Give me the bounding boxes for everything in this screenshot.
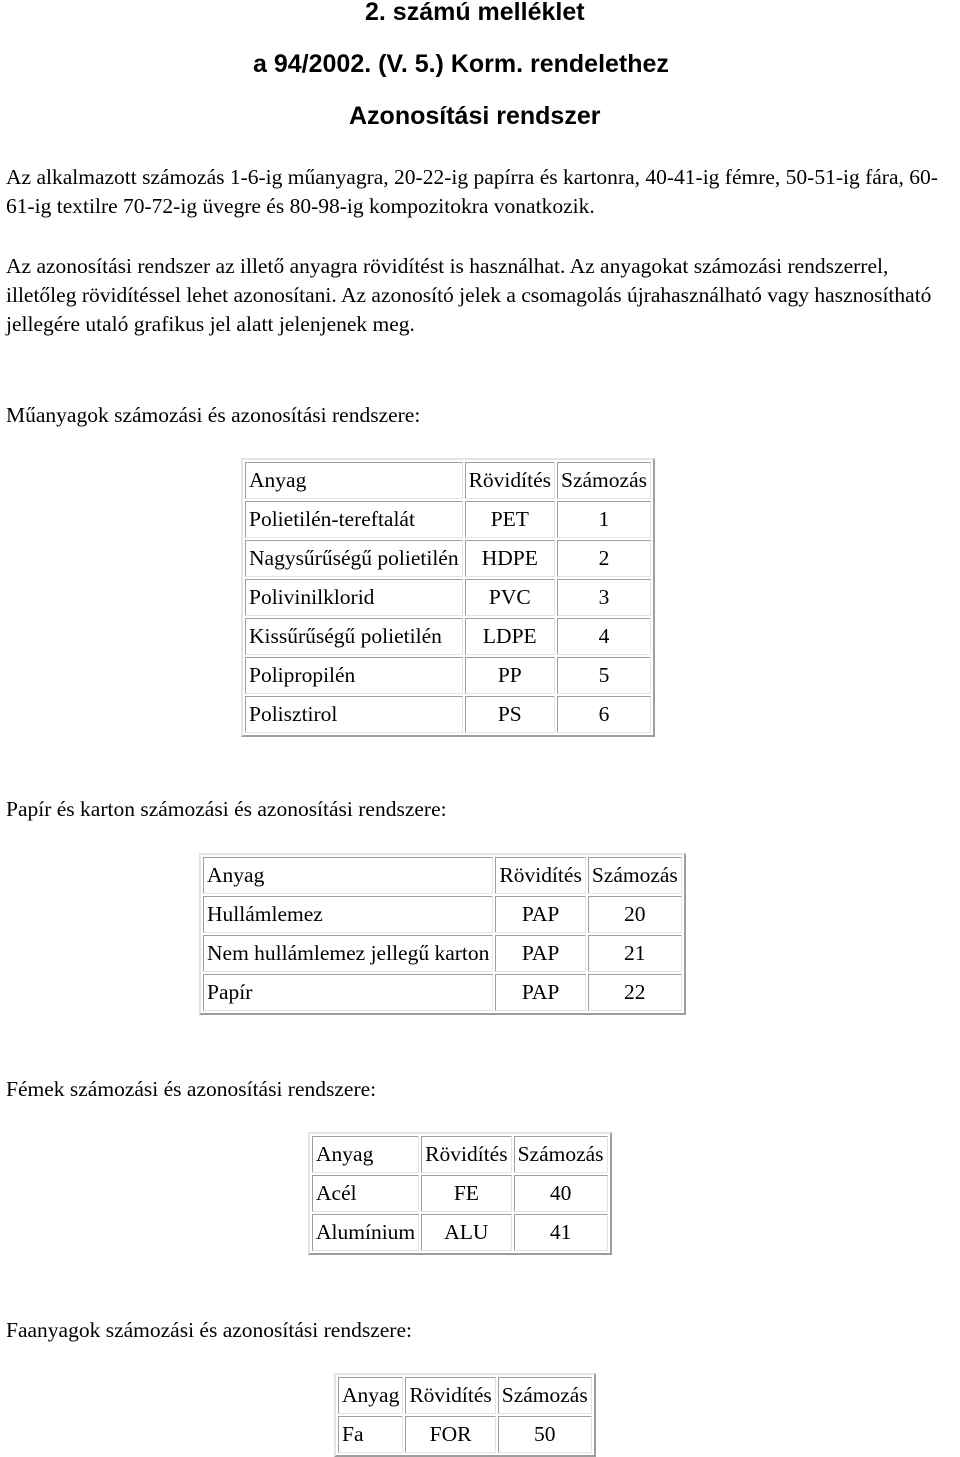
metals-caption: Fémek számozási és azonosítási rendszere:: [6, 1077, 377, 1101]
intro-paragraph: Az alkalmazott számozás 1-6-ig műanyagra, 20-22-ig papírra és kartonra, 40-41-ig fémre, 50-51-ig fára, 60-61-ig textilre 70-72-ig üvegre és 80-98-ig kompozitokra vonatkozik.: [6, 165, 938, 218]
abbreviation-cell: PP: [465, 657, 555, 694]
table-row: [245, 657, 651, 694]
abbreviation-cell: PVC: [465, 579, 555, 616]
identification-paragraph: Az azonosítási rendszer az illető anyagra rövidítést is használhat. Az anyagokat számozási rendszerrel, illetőleg rövidítéssel lehet azonosítani. Az azonosító jelek a csomagolás újrahasználható vagy hasznosítható jellegére utaló grafikus jel alatt jelenjenek meg.: [6, 254, 932, 336]
header-cell: Rövidítés: [405, 1377, 495, 1414]
header-cell: Rövidítés: [465, 462, 555, 499]
number-cell: 1: [557, 501, 651, 538]
page-title: Azonosítási rendszer: [349, 102, 601, 130]
table-row: [245, 579, 651, 616]
header-cell: Számozás: [498, 1377, 592, 1414]
abbreviation-cell: LDPE: [465, 618, 555, 655]
header-cell: Rövidítés: [495, 857, 585, 894]
header-cell: Anyag: [203, 857, 493, 894]
material-cell: Fa: [338, 1416, 403, 1453]
abbreviation-cell: PS: [465, 696, 555, 733]
table-row: [338, 1416, 592, 1453]
table-row: [203, 935, 682, 972]
material-cell: Hullámlemez: [203, 896, 493, 933]
table-row: [245, 696, 651, 733]
material-cell: Polipropilén: [245, 657, 463, 694]
material-cell: Polivinilklorid: [245, 579, 463, 616]
header-cell: Anyag: [312, 1136, 419, 1173]
number-cell: 20: [588, 896, 682, 933]
table-row: [245, 618, 651, 655]
header-cell: Számozás: [557, 462, 651, 499]
material-cell: Kissűrűségű polietilén: [245, 618, 463, 655]
header-cell: Számozás: [588, 857, 682, 894]
material-cell: Acél: [312, 1175, 419, 1212]
header-cell: Anyag: [338, 1377, 403, 1414]
table-row: [312, 1214, 608, 1251]
abbreviation-cell: FOR: [405, 1416, 495, 1453]
wood-caption: Faanyagok számozási és azonosítási rendszere:: [6, 1318, 412, 1342]
table-header-row: [312, 1136, 608, 1173]
number-cell: 3: [557, 579, 651, 616]
material-cell: Papír: [203, 974, 493, 1011]
number-cell: 21: [588, 935, 682, 972]
plastics-table: [241, 458, 655, 737]
paper-table: [199, 853, 686, 1015]
abbreviation-cell: ALU: [421, 1214, 511, 1251]
header-cell: Rövidítés: [421, 1136, 511, 1173]
table-header-row: [203, 857, 682, 894]
abbreviation-cell: PAP: [495, 935, 585, 972]
number-cell: 40: [514, 1175, 608, 1212]
material-cell: Nagysűrűségű polietilén: [245, 540, 463, 577]
table-row: [312, 1175, 608, 1212]
abbreviation-cell: PET: [465, 501, 555, 538]
annex-label: 2. számú melléklet: [365, 0, 585, 26]
table-row: [245, 501, 651, 538]
abbreviation-cell: HDPE: [465, 540, 555, 577]
number-cell: 2: [557, 540, 651, 577]
table-row: [203, 974, 682, 1011]
table-header-row: [338, 1377, 592, 1414]
material-cell: Nem hullámlemez jellegű karton: [203, 935, 493, 972]
abbreviation-cell: FE: [421, 1175, 511, 1212]
number-cell: 50: [498, 1416, 592, 1453]
header-cell: Anyag: [245, 462, 463, 499]
material-cell: Polisztirol: [245, 696, 463, 733]
paper-caption: Papír és karton számozási és azonosítási rendszere:: [6, 797, 447, 821]
table-header-row: [245, 462, 651, 499]
number-cell: 6: [557, 696, 651, 733]
material-cell: Alumínium: [312, 1214, 419, 1251]
number-cell: 5: [557, 657, 651, 694]
decree-reference: a 94/2002. (V. 5.) Korm. rendelethez: [253, 50, 669, 78]
table-row: [245, 540, 651, 577]
abbreviation-cell: PAP: [495, 896, 585, 933]
number-cell: 4: [557, 618, 651, 655]
table-row: [203, 896, 682, 933]
number-cell: 41: [514, 1214, 608, 1251]
header-cell: Számozás: [514, 1136, 608, 1173]
wood-table: [334, 1373, 596, 1457]
plastics-caption: Műanyagok számozási és azonosítási rendszere:: [6, 403, 421, 427]
number-cell: 22: [588, 974, 682, 1011]
metals-table: [308, 1132, 612, 1255]
abbreviation-cell: PAP: [495, 974, 585, 1011]
material-cell: Polietilén-tereftalát: [245, 501, 463, 538]
